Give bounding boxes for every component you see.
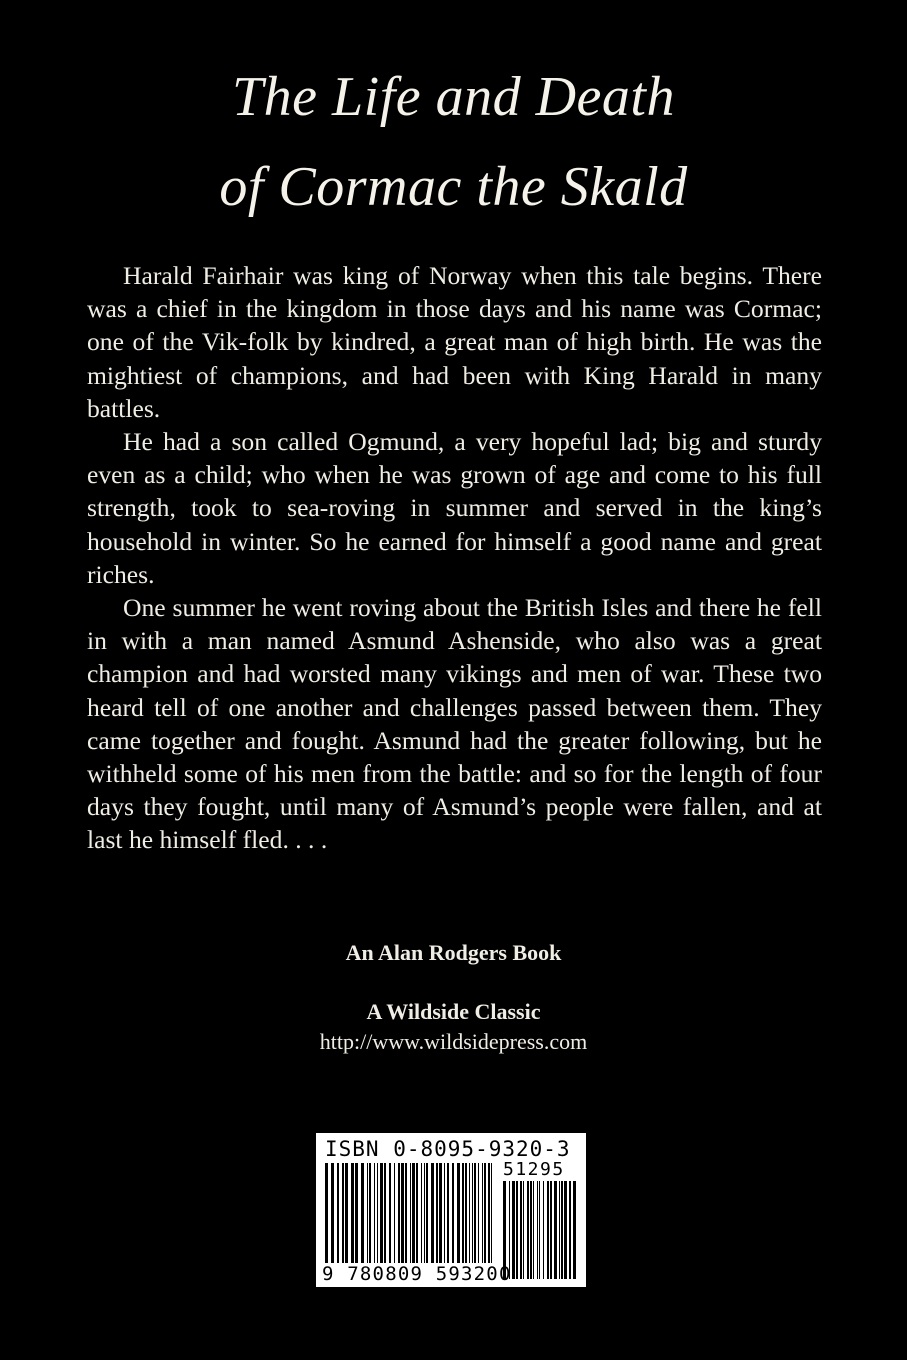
isbn-barcode (316, 1133, 586, 1287)
blurb-paragraph: One summer he went roving about the British Isles and there he fell in with a man named Asmund Ashenside, who also was a great champion and had worsted many vikings and men of war. These two heard tell of one another and challenges passed between them. They came together and fought. Asmund had the greater following, but he withheld some of his men from the battle: and so for the length of four days they fought, until many of Asmund’s people were fallen, and at last he himself fled. . . . (87, 593, 822, 855)
barcode-bar (384, 1163, 386, 1263)
barcode-bar (469, 1163, 470, 1263)
barcode-bar (369, 1163, 371, 1263)
barcode-bar (543, 1181, 544, 1279)
publisher-label: A Wildside Classic (366, 999, 541, 1024)
barcode-bar (539, 1181, 540, 1279)
barcode-bar (520, 1181, 522, 1279)
barcode-bar (478, 1163, 479, 1263)
title-line-2: of Cormac the Skald (219, 156, 688, 218)
price-code: 51295 (503, 1159, 565, 1180)
barcode-bar (351, 1163, 354, 1263)
barcode-bar (523, 1181, 524, 1279)
barcode-bar (436, 1163, 438, 1263)
book-title (0, 52, 907, 232)
barcode-bar (491, 1163, 492, 1263)
barcode-bar (405, 1163, 407, 1263)
barcode-bar (457, 1163, 460, 1263)
barcode-bar (474, 1163, 476, 1263)
barcode-bar (484, 1163, 486, 1263)
series-label: An Alan Rodgers Book (345, 940, 562, 965)
barcode-bar (516, 1181, 518, 1279)
barcode-bar (421, 1163, 422, 1263)
barcode-bar (416, 1163, 418, 1263)
blurb-paragraph: He had a son called Ogmund, a very hopeful lad; big and sturdy even as a child; who when he was grown of age and come to his full strength, took to sea-roving in summer and served in the king’s household in winter. So he earned for himself a good name and great riches. (87, 427, 822, 589)
barcode-bar (447, 1163, 449, 1263)
barcode-bar (465, 1163, 467, 1263)
isbn-number: ISBN 0-8095-9320-3 (325, 1137, 571, 1161)
barcode-bar (331, 1163, 334, 1263)
barcode-bar (431, 1163, 434, 1263)
barcode-bar (488, 1163, 490, 1263)
barcode-bar (337, 1163, 339, 1263)
barcode-bar (426, 1163, 428, 1263)
addon-bars (502, 1181, 578, 1279)
barcode-bar (367, 1163, 368, 1263)
barcode-bar (394, 1163, 395, 1263)
barcode-bar (342, 1163, 344, 1263)
blurb-text (87, 259, 822, 857)
barcode-bar (564, 1181, 567, 1279)
barcode-bar (573, 1181, 576, 1279)
barcode-bar (537, 1181, 538, 1279)
barcode-bar (424, 1163, 425, 1263)
barcode-bar (325, 1163, 328, 1263)
barcode-bar (345, 1163, 348, 1263)
barcode-bar (355, 1163, 358, 1263)
barcode-bar (361, 1163, 364, 1263)
barcode-bar (550, 1181, 552, 1279)
barcode-bar (380, 1163, 383, 1263)
ean-digits: 9 780809 593200 (322, 1263, 512, 1285)
publisher-url: http://www.wildsidepress.com (319, 1029, 588, 1054)
barcode-bar (561, 1181, 563, 1279)
barcode-bar (527, 1181, 529, 1279)
barcode-bar (462, 1163, 464, 1263)
barcode-bar (533, 1181, 534, 1279)
barcode-bar (547, 1181, 549, 1279)
barcode-bar (482, 1163, 483, 1263)
barcode-bar (569, 1181, 571, 1279)
barcode-bar (401, 1163, 404, 1263)
barcode-bar (444, 1163, 445, 1263)
barcode-bar (554, 1181, 557, 1279)
barcode-bar (439, 1163, 442, 1263)
barcode-bar (530, 1181, 532, 1279)
barcode-bar (559, 1181, 560, 1279)
barcode-bar (412, 1163, 415, 1263)
barcode-bar (377, 1163, 378, 1263)
blurb-paragraph: Harald Fairhair was king of Norway when this tale begins. There was a chief in the kingdom in those days and his name was Cormac; one of the Vik-folk by kindred, a great man of high birth. He was the mightiest of champions, and had been with King Harald in many battles. (87, 261, 822, 423)
barcode-bar (398, 1163, 400, 1263)
barcode-bar (452, 1163, 454, 1263)
barcode-bar (512, 1181, 515, 1279)
ean-bars (324, 1163, 496, 1269)
barcode-bar (374, 1163, 375, 1263)
barcode-bar (389, 1163, 391, 1263)
barcode-bar (410, 1163, 411, 1263)
barcode-bar (472, 1163, 473, 1263)
title-line-1: The Life and Death (232, 66, 675, 128)
